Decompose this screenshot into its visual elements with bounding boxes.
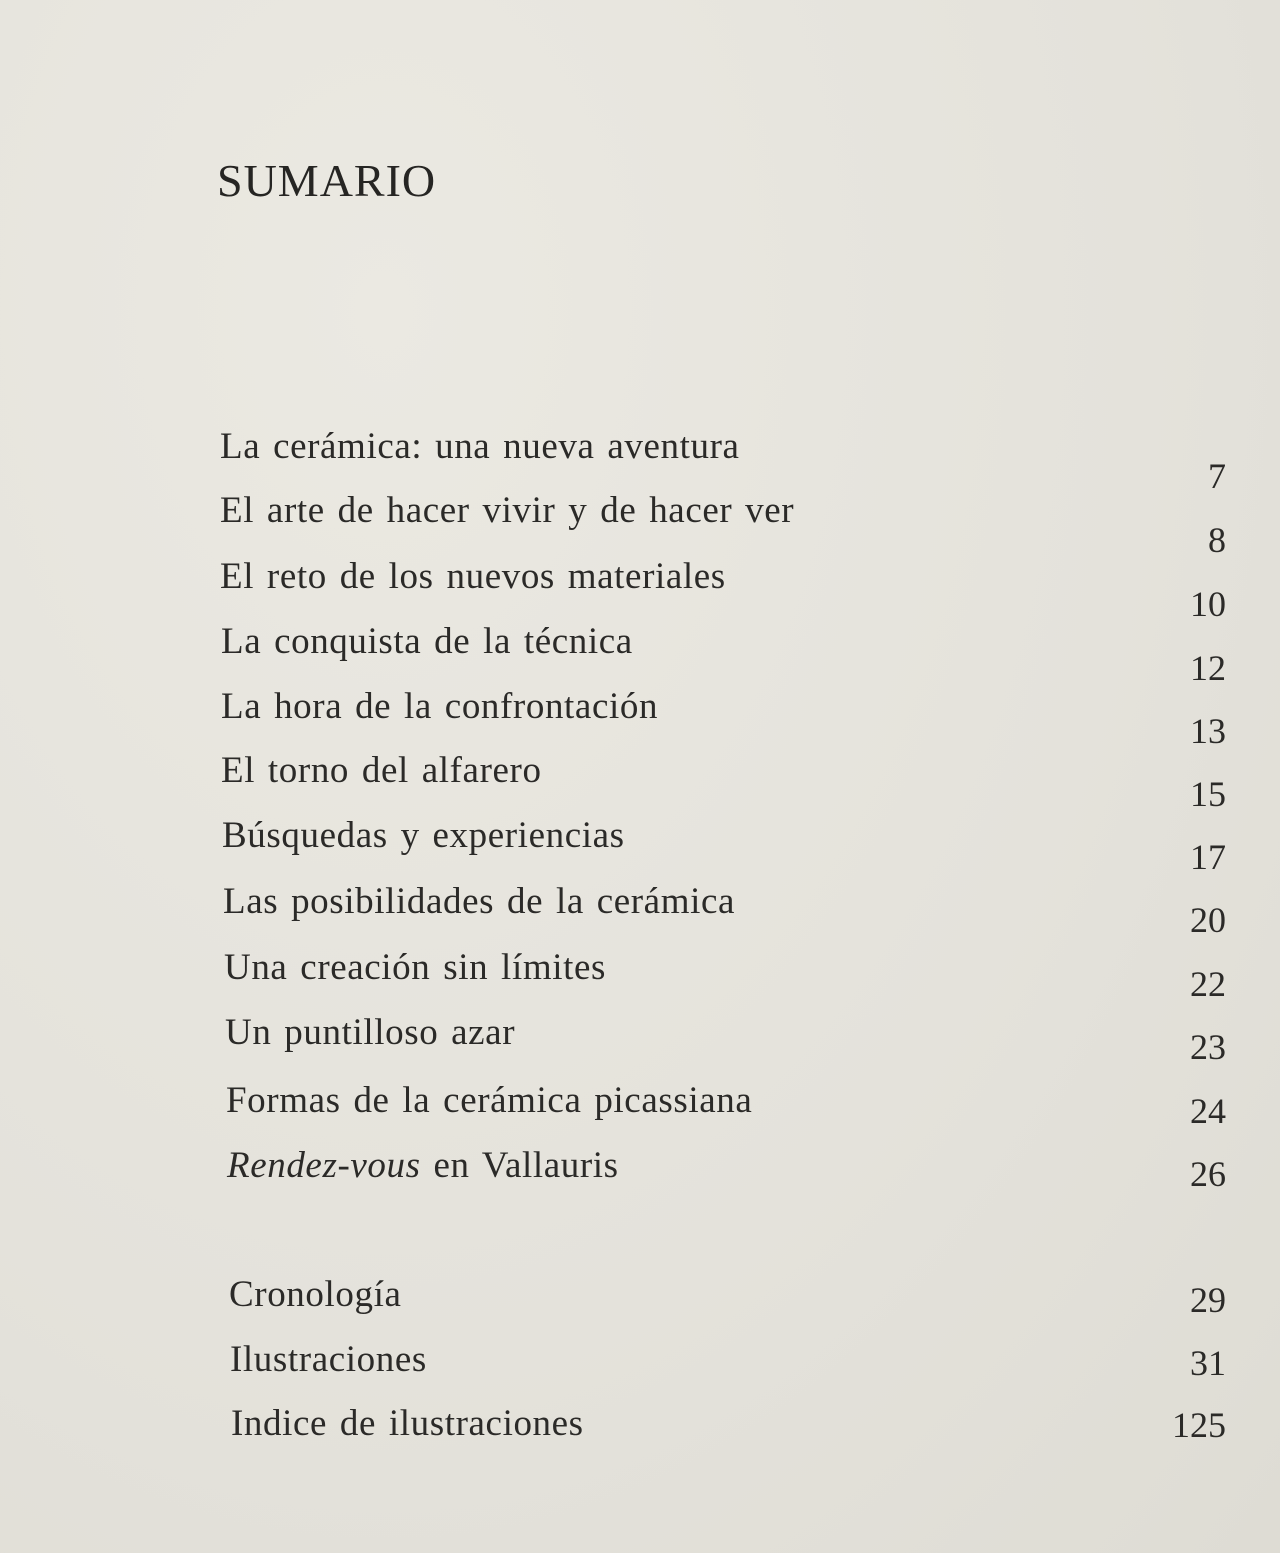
toc-entry-label: La conquista de la técnica [221, 621, 633, 662]
toc-entry [0, 1147, 1280, 1197]
toc-entry-page: 8 [1208, 520, 1226, 560]
toc-entry [0, 621, 1280, 688]
toc-entry-page: 20 [1190, 900, 1226, 940]
toc-entry [0, 750, 1280, 814]
page-title: SUMARIO [217, 155, 437, 206]
toc-entry-page: 22 [1190, 964, 1226, 1004]
toc-entry-page: 13 [1190, 711, 1226, 751]
toc-entry-label: Formas de la cerámica picassiana [226, 1080, 753, 1121]
toc-entry-page: 17 [1190, 837, 1226, 877]
toc-appendix-entry [0, 1405, 1280, 1455]
toc-entry-page: 24 [1190, 1091, 1226, 1131]
toc-entry [0, 686, 1280, 751]
toc-entry-page: 10 [1190, 584, 1226, 624]
toc-entry-label: Un puntilloso azar [225, 1012, 516, 1053]
toc-entry [0, 490, 1280, 560]
toc-entry-label: El reto de los nuevos materiales [220, 556, 726, 597]
toc-entry-page: 125 [1172, 1405, 1226, 1445]
toc-entry [0, 947, 1280, 1004]
toc-entry-label: Ilustraciones [230, 1339, 427, 1380]
toc-entry-page: 12 [1190, 648, 1226, 688]
toc-entry [0, 1012, 1280, 1067]
toc-entry-label: Indice de ilustraciones [231, 1403, 584, 1444]
toc-entry [0, 881, 1280, 940]
toc-entry-label: Cronología [229, 1274, 402, 1315]
toc-entry-label: La hora de la confrontación [221, 686, 659, 727]
toc-entry-label [227, 1147, 619, 1184]
toc-appendix-entry [0, 1276, 1280, 1326]
toc-entry-label: El arte de hacer vivir y de hacer ver [220, 490, 795, 531]
toc-entry-label-italic: Rendez-vous [227, 1145, 421, 1186]
toc-entry-label: La cerámica: una nueva aventura [220, 426, 740, 467]
toc-entry-label: Una creación sin límites [224, 947, 606, 988]
toc-entry [0, 815, 1280, 877]
toc-entry-page: 29 [1190, 1280, 1226, 1320]
toc-entry-page: 31 [1190, 1343, 1226, 1383]
toc-entry-page: 15 [1190, 774, 1226, 814]
toc-entry-label: El torno del alfarero [221, 750, 542, 791]
toc-entry-page: 7 [1208, 456, 1226, 496]
toc-entry-page: 23 [1190, 1027, 1226, 1067]
toc-entry-label-rest: en Vallauris [420, 1145, 619, 1186]
toc-entry [0, 1082, 1280, 1132]
toc-entry [0, 426, 1280, 496]
toc-entry [0, 556, 1280, 624]
toc-appendix-entry [0, 1341, 1280, 1391]
toc-entry-label: Búsquedas y experiencias [222, 815, 625, 856]
toc-entry-page: 26 [1190, 1154, 1226, 1194]
toc-entry-label: Las posibilidades de la cerámica [223, 881, 736, 922]
